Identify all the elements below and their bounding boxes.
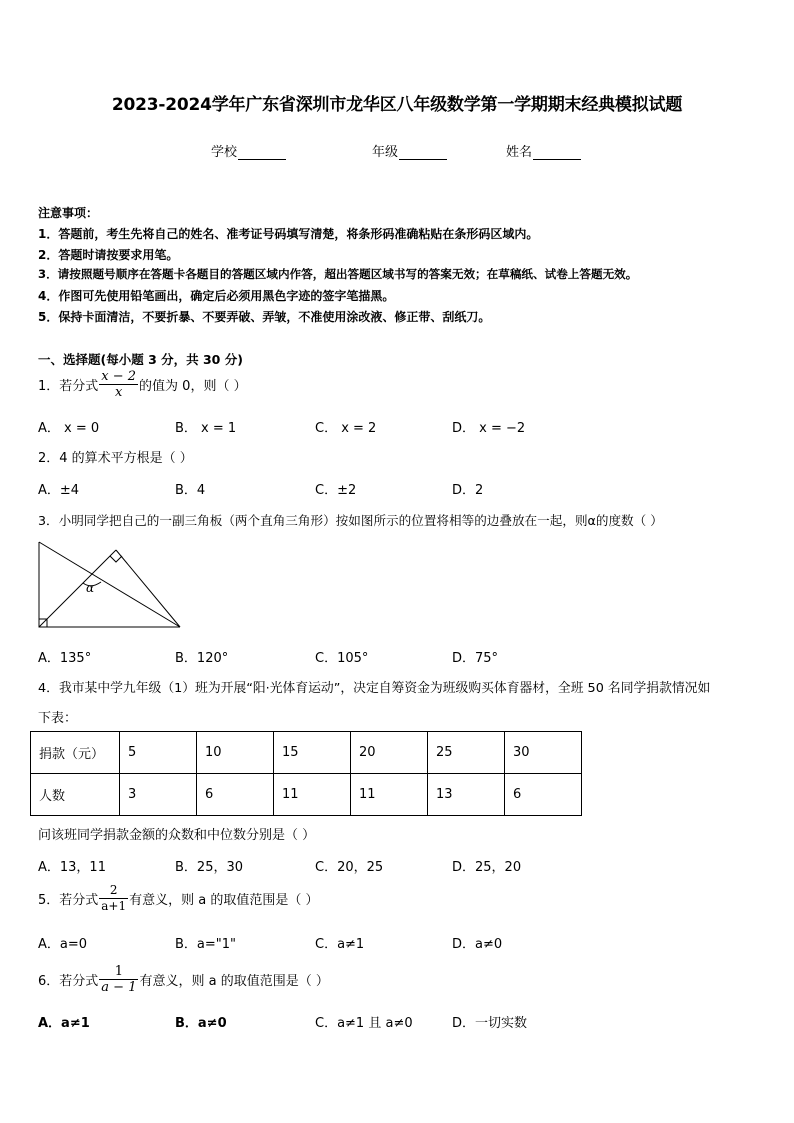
table-cell: 20: [351, 732, 428, 774]
grade-field: [372, 141, 447, 160]
triangle-figure: [34, 538, 186, 632]
notice-heading: 注意事项：: [38, 206, 99, 220]
q4-option-a[interactable]: A．13，11: [38, 860, 106, 875]
q6-option-b[interactable]: B．a≠0: [175, 1016, 227, 1031]
q5-option-a[interactable]: A．a=0: [38, 937, 88, 952]
q2-option-a[interactable]: A．±4: [38, 483, 80, 498]
q6-option-d[interactable]: D．一切实数: [452, 1016, 528, 1031]
table-cell: 6: [505, 774, 582, 816]
question-4-line-2: 下表：: [38, 711, 78, 726]
name-field: [506, 141, 581, 160]
q3-option-b[interactable]: B．120°: [175, 651, 229, 666]
question-6: [38, 964, 329, 995]
q6-suffix: 有意义，则 a 的取值范围是（ ）: [139, 974, 329, 989]
q6-option-c[interactable]: C．a≠1 且 a≠0: [315, 1016, 413, 1031]
notice-item: 3．请按照题号顺序在答题卡各题目的答题区域内作答，超出答题区域书写的答案无效；在草稿纸、试卷上答题无效。: [38, 267, 638, 281]
q5-option-c[interactable]: C．a≠1: [315, 937, 365, 952]
q5-suffix: 有意义，则 a 的取值范围是（ ）: [129, 893, 319, 908]
q4-option-b[interactable]: B．25，30: [175, 860, 244, 875]
q2-option-d[interactable]: D．2: [452, 483, 484, 498]
section-heading: 一、选择题(每小题 3 分，共 30 分): [38, 352, 243, 367]
table-cell: 11: [351, 774, 428, 816]
q1-suffix: 的值为 0，则（ ）: [139, 379, 247, 394]
question-2: 2．4 的算术平方根是（ ）: [38, 451, 193, 466]
grade-blank: [399, 158, 447, 160]
table-cell: 15: [274, 732, 351, 774]
question-4-line-1: 4．我市某中学九年级（1）班为开展“阳·光体育运动”，决定自筹资金为班级购买体育器材，全班 50 名同学捐款情况如: [38, 681, 711, 696]
q6-prefix: 6．若分式: [38, 974, 99, 989]
school-field: [211, 141, 286, 160]
q6-numerator: 1: [99, 964, 138, 980]
notice-item: 1．答题前，考生先将自己的姓名、准考证号码填写清楚，将条形码准确粘贴在条形码区域内。: [38, 227, 539, 241]
q5-prefix: 5．若分式: [38, 893, 99, 908]
question-4-ask: 问该班同学捐款金额的众数和中位数分别是（ ）: [38, 828, 316, 843]
notice-item: 5．保持卡面清洁，不要折暴、不要弄破、弄皱，不准使用涂改液、修正带、刮纸刀。: [38, 310, 491, 324]
table-cell: 5: [120, 732, 197, 774]
grade-label: 年级: [372, 145, 399, 160]
table-cell: 13: [428, 774, 505, 816]
q4-option-c[interactable]: C．20，25: [315, 860, 384, 875]
table-cell: 11: [274, 774, 351, 816]
table-cell: 3: [120, 774, 197, 816]
q4-option-d[interactable]: D．25，20: [452, 860, 522, 875]
q6-denominator: a − 1: [101, 980, 137, 995]
question-5: [38, 883, 319, 914]
table-cell: 6: [197, 774, 274, 816]
q5-fraction: [99, 883, 128, 914]
question-3: 3．小明同学把自己的一副三角板（两个直角三角形）按如图所示的位置将相等的边叠放在一起，则α的度数（ ）: [38, 513, 663, 528]
q1-numerator: x − 2: [101, 369, 137, 384]
question-1: [38, 369, 247, 400]
q3-option-d[interactable]: D．75°: [452, 651, 499, 666]
name-blank: [533, 158, 581, 160]
notice-item: 2．答题时请按要求用笔。: [38, 248, 179, 262]
q1-fraction: [99, 369, 138, 400]
q1-option-a[interactable]: A． x = 0: [38, 421, 100, 436]
donation-table: [30, 731, 582, 816]
q1-option-c[interactable]: C． x = 2: [315, 421, 377, 436]
q6-fraction: [99, 964, 138, 995]
q1-option-b[interactable]: B． x = 1: [175, 421, 237, 436]
q3-option-a[interactable]: A．135°: [38, 651, 92, 666]
page-title: 2023-2024学年广东省深圳市龙华区八年级数学第一学期期末经典模拟试题: [111, 95, 683, 115]
q1-denominator: x: [114, 385, 123, 400]
q1-option-d[interactable]: D． x = −2: [452, 421, 526, 436]
alpha-label: α: [86, 581, 95, 595]
school-blank: [238, 158, 286, 160]
q5-option-b[interactable]: B．a="1": [175, 937, 237, 952]
q6-option-a[interactable]: A．a≠1: [38, 1016, 90, 1031]
q2-option-b[interactable]: B．4: [175, 483, 206, 498]
q5-option-d[interactable]: D．a≠0: [452, 937, 503, 952]
name-label: 姓名: [506, 145, 533, 160]
table-cell: 捐款（元）: [31, 732, 120, 774]
notice-item: 4．作图可先使用铅笔画出，确定后必须用黑色字迹的签字笔描黑。: [38, 289, 395, 303]
q2-option-c[interactable]: C．±2: [315, 483, 357, 498]
q1-prefix: 1．若分式: [38, 379, 99, 394]
table-cell: 25: [428, 732, 505, 774]
table-cell: 10: [197, 732, 274, 774]
q5-denominator: a+1: [101, 899, 127, 913]
table-row: [31, 774, 582, 816]
table-cell: 人数: [31, 774, 120, 816]
school-label: 学校: [211, 145, 238, 160]
q3-option-c[interactable]: C．105°: [315, 651, 369, 666]
table-row: [31, 732, 582, 774]
table-cell: 30: [505, 732, 582, 774]
q5-numerator: 2: [99, 883, 128, 899]
